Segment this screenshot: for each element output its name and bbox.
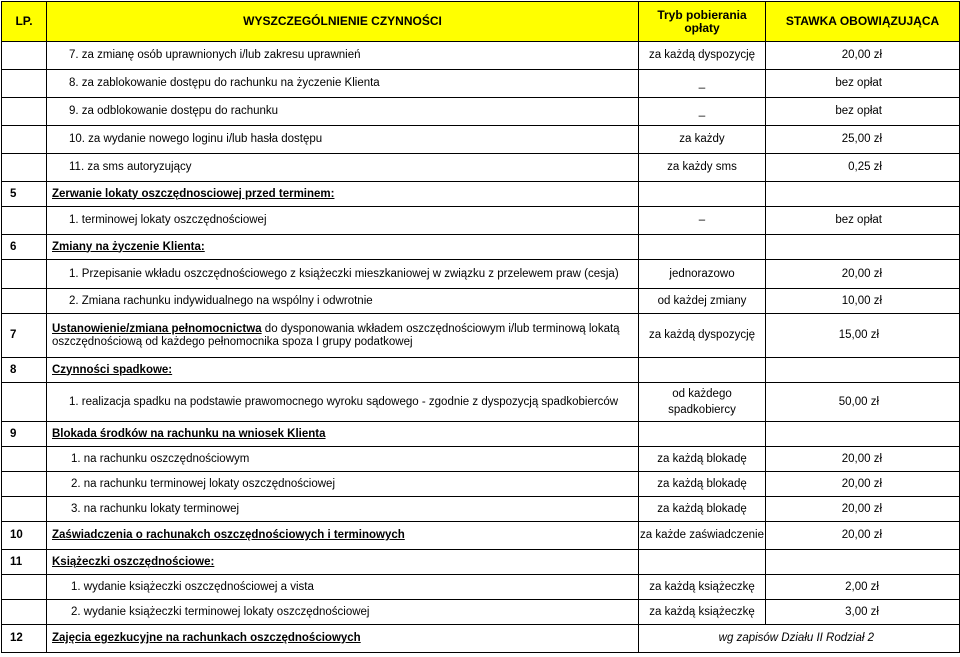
row-charge-mode: za każdą blokadę: [639, 472, 766, 497]
row-rate: 2,00 zł: [766, 575, 960, 600]
header-lp: LP.: [2, 2, 47, 42]
row-description: 3. na rachunku lokaty terminowej: [47, 497, 639, 522]
section-row: [2, 522, 960, 550]
section-title: Czynności spadkowe:: [47, 358, 639, 383]
table-row: [2, 42, 960, 70]
section-number: 6: [2, 235, 47, 260]
row-charge-mode: _: [639, 98, 766, 126]
row-charge-mode: _: [639, 70, 766, 98]
header-rate: STAWKA OBOWIĄZUJĄCA: [766, 2, 960, 42]
row-charge-mode: za każdy sms: [639, 154, 766, 182]
row-charge-mode: za każdą dyspozycję: [639, 42, 766, 70]
row-description: 2. Zmiana rachunku indywidualnego na wspólny i odwrotnie: [47, 289, 639, 314]
table-row: [2, 207, 960, 235]
row-rate: 15,00 zł: [766, 314, 960, 358]
row-rate: 20,00 zł: [766, 522, 960, 550]
row-description: 1. na rachunku oszczędnościowym: [47, 447, 639, 472]
row-description: 2. wydanie książeczki terminowej lokaty oszczędnościowej: [47, 600, 639, 625]
row-rate: 20,00 zł: [766, 497, 960, 522]
section-description: [47, 314, 639, 358]
section-number: 10: [2, 522, 47, 550]
header-charge-mode: Tryb pobierania opłaty: [639, 2, 766, 42]
section-row: [2, 550, 960, 575]
table-row: [2, 260, 960, 289]
row-charge-mode: od każdego spadkobiercy: [639, 383, 766, 422]
table-row: [2, 447, 960, 472]
section-number: 5: [2, 182, 47, 207]
table-row: [2, 70, 960, 98]
row-charge-mode: za każdą dyspozycję: [639, 314, 766, 358]
row-description: 1. realizacja spadku na podstawie prawomocnego wyroku sądowego - zgodnie z dyspozycją spadkobierców: [47, 383, 639, 422]
row-rate: 10,00 zł: [766, 289, 960, 314]
row-rate: bez opłat: [766, 98, 960, 126]
section-title: Zerwanie lokaty oszczędnosciowej przed terminem:: [47, 182, 639, 207]
row-description: 1. Przepisanie wkładu oszczędnościowego z książeczki mieszkaniowej w związku z przelewem praw (cesja): [47, 260, 639, 289]
section-number: 7: [2, 314, 47, 358]
section-title: Zaświadczenia o rachunakch oszczędnościowych i terminowych: [47, 522, 639, 550]
row-description: 8. za zablokowanie dostępu do rachunku na życzenie Klienta: [47, 70, 639, 98]
table-row: [2, 497, 960, 522]
row-rate: 20,00 zł: [766, 260, 960, 289]
section-number: 9: [2, 422, 47, 447]
fee-table: [1, 1, 960, 653]
table-row: [2, 472, 960, 497]
row-charge-mode: za każdą książeczkę: [639, 575, 766, 600]
table-row: [2, 575, 960, 600]
section-title: Ustanowienie/zmiana pełnomocnictwa: [52, 322, 262, 335]
row-rate: 20,00 zł: [766, 447, 960, 472]
section-row: [2, 314, 960, 358]
row-charge-mode: jednorazowo: [639, 260, 766, 289]
row-description: 10. za wydanie nowego loginu i/lub hasła dostępu: [47, 126, 639, 154]
section-title: Zajęcia egezkucyjne na rachunkach oszczędnościowych: [47, 625, 639, 653]
row-charge-mode: za każde zaświadczenie: [639, 522, 766, 550]
row-description: 7. za zmianę osób uprawnionych i/lub zakresu uprawnień: [47, 42, 639, 70]
table-row: [2, 383, 960, 422]
row-description: 9. za odblokowanie dostępu do rachunku: [47, 98, 639, 126]
row-charge-mode: –: [639, 207, 766, 235]
row-rate: bez opłat: [766, 70, 960, 98]
row-charge-mode: za każdy: [639, 126, 766, 154]
row-rate: bez opłat: [766, 207, 960, 235]
header-row: [2, 2, 960, 42]
table-row: [2, 154, 960, 182]
row-rate: 50,00 zł: [766, 383, 960, 422]
section-title-rest: do dysponowania wkładem oszczędnościowym i/lub terminową lokatą oszczędnościową od każdego pełnomocnika spoza I grupy podatkowej: [52, 322, 620, 348]
row-rate: 0,25 zł: [766, 154, 960, 182]
section-row: [2, 422, 960, 447]
table-row: [2, 126, 960, 154]
row-rate: 3,00 zł: [766, 600, 960, 625]
table-row: [2, 98, 960, 126]
section-title: Książeczki oszczędnościowe:: [47, 550, 639, 575]
section-number: 8: [2, 358, 47, 383]
row-charge-mode: od każdej zmiany: [639, 289, 766, 314]
section-row: [2, 625, 960, 653]
row-rate: 20,00 zł: [766, 472, 960, 497]
section-title: Blokada środków na rachunku na wniosek Klienta: [47, 422, 639, 447]
row-charge-mode: za każdą książeczkę: [639, 600, 766, 625]
row-charge-mode: za każdą blokadę: [639, 447, 766, 472]
section-row: [2, 235, 960, 260]
row-charge-mode: za każdą blokadę: [639, 497, 766, 522]
row-rate: 25,00 zł: [766, 126, 960, 154]
row-description: 2. na rachunku terminowej lokaty oszczędnościowej: [47, 472, 639, 497]
row-note: wg zapisów Działu II Rodział 2: [639, 625, 960, 653]
section-number: 12: [2, 625, 47, 653]
row-rate: 20,00 zł: [766, 42, 960, 70]
table-row: [2, 289, 960, 314]
row-description: 1. wydanie książeczki oszczędnościowej a vista: [47, 575, 639, 600]
section-number: 11: [2, 550, 47, 575]
section-row: [2, 358, 960, 383]
row-description: 1. terminowej lokaty oszczędnościowej: [47, 207, 639, 235]
table-row: [2, 600, 960, 625]
row-description: 11. za sms autoryzujący: [47, 154, 639, 182]
header-description: WYSZCZEGÓLNIENIE CZYNNOŚCI: [47, 2, 639, 42]
section-row: [2, 182, 960, 207]
section-title: Zmiany na życzenie Klienta:: [47, 235, 639, 260]
